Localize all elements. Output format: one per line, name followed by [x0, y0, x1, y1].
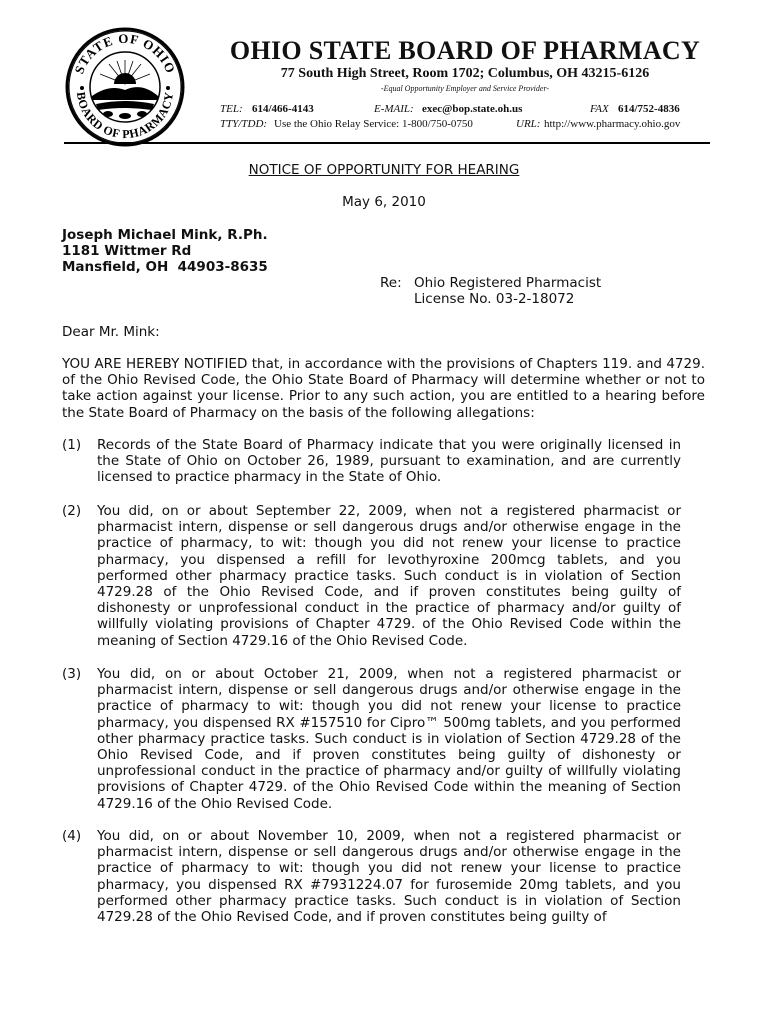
seal-bottom-text: BOARD OF PHARMACY	[73, 90, 177, 142]
email-value: exec@bop.state.oh.us	[422, 103, 523, 115]
allegation-text: You did, on or about November 10, 2009, when not a registered pharmacist or pharmacist intern, dispense or sell dangerous drugs and/or otherwise engage in the practice of pharmacy to wit: though you did not renew your license to practice pharmacy, you dispensed RX #7931224.07 for furosemide 20mg tablets, and you performed other pharmacy practice tasks. Such conduct is in violation of Section 4729.28 of the Ohio Revised Code, and if proven constitutes being guilty of	[97, 828, 681, 926]
allegation-number: (3)	[62, 666, 82, 682]
re-line-2: License No. 03-2-18072	[414, 291, 575, 307]
letterhead-eeo-line: -Equal Opportunity Employer and Service Provider-	[380, 84, 550, 93]
notice-title: NOTICE OF OPPORTUNITY FOR HEARING	[248, 162, 520, 178]
letterhead-contact-row	[220, 103, 690, 119]
tty-value: Use the Ohio Relay Service: 1-800/750-0750	[274, 118, 473, 130]
letterhead-title: OHIO STATE BOARD OF PHARMACY	[229, 36, 701, 65]
fax-label: FAX	[590, 103, 609, 115]
email-label: E-MAIL:	[374, 103, 414, 115]
letter-date: May 6, 2010	[342, 194, 426, 210]
letterhead-rule	[64, 142, 710, 144]
allegation-number: (1)	[62, 437, 82, 453]
allegation-number: (2)	[62, 503, 82, 519]
letterhead-address: 77 South High Street, Room 1702; Columbus, OH 43215-6126	[280, 66, 650, 81]
allegation-number: (4)	[62, 828, 82, 844]
letterhead-tty-row	[220, 118, 690, 134]
tel-value: 614/466-4143	[252, 103, 314, 115]
url-value: http://www.pharmacy.ohio.gov	[544, 118, 681, 130]
recipient-city: Mansfield, OH 44903-8635	[62, 259, 268, 275]
salutation: Dear Mr. Mink:	[62, 324, 160, 340]
tel-label: TEL:	[220, 103, 243, 115]
re-line-1: Ohio Registered Pharmacist	[414, 275, 602, 291]
ohio-seal-logo	[64, 26, 186, 148]
recipient-name: Joseph Michael Mink, R.Ph.	[62, 227, 268, 243]
tty-label: TTY/TDD:	[220, 118, 268, 130]
url-label: URL:	[516, 118, 541, 130]
intro-paragraph: YOU ARE HEREBY NOTIFIED that, in accordance with the provisions of Chapters 119. and 4729. of the Ohio Revised Code, the Ohio State Board of Pharmacy will determine whether or not to take action against your license. Prior to any such action, you are entitled to a hearing before the State Board of Pharmacy on the basis of the following allegations:	[62, 356, 705, 421]
fax-value: 614/752-4836	[618, 103, 680, 115]
allegation-text: You did, on or about September 22, 2009, when not a registered pharmacist or pharmacist intern, dispense or sell dangerous drugs and/or otherwise engage in the practice of pharmacy, to wit: though you did not renew your license to practice pharmacy, you dispensed a refill for levothyroxine 200mcg tablets, and you performed other pharmacy practice tasks. Such conduct is in violation of Section 4729.28 of the Ohio Revised Code, and if proven constitutes being guilty of dishonesty or unprofessional conduct in the practice of pharmacy and/or guilty of willfully violating provisions of Chapter 4729. of the Ohio Revised Code within the meaning of Section 4729.16 of the Ohio Revised Code.	[97, 503, 681, 649]
seal-top-text: STATE OF OHIO	[71, 30, 179, 76]
re-label: Re:	[380, 275, 402, 291]
allegation-text: Records of the State Board of Pharmacy indicate that you were originally licensed in the State of Ohio on October 26, 1989, pursuant to examination, and are currently licensed to practice pharmacy in the State of Ohio.	[97, 437, 681, 486]
recipient-street: 1181 Wittmer Rd	[62, 243, 192, 259]
allegation-text: You did, on or about October 21, 2009, when not a registered pharmacist or pharmacist intern, dispense or sell dangerous drugs and/or otherwise engage in the practice of pharmacy to wit: though you did not renew your license to practice pharmacy, you dispensed RX #157510 for Cipro™ 500mg tablets, and you performed other pharmacy practice tasks. Such conduct is in violation of Section 4729.28 of the Ohio Revised Code, and if proven constitutes being guilty of dishonesty or unprofessional conduct in the practice of pharmacy and/or guilty of willfully violating provisions of Chapter 4729. of the Ohio Revised Code within the meaning of Section 4729.16 of the Ohio Revised Code.	[97, 666, 681, 812]
